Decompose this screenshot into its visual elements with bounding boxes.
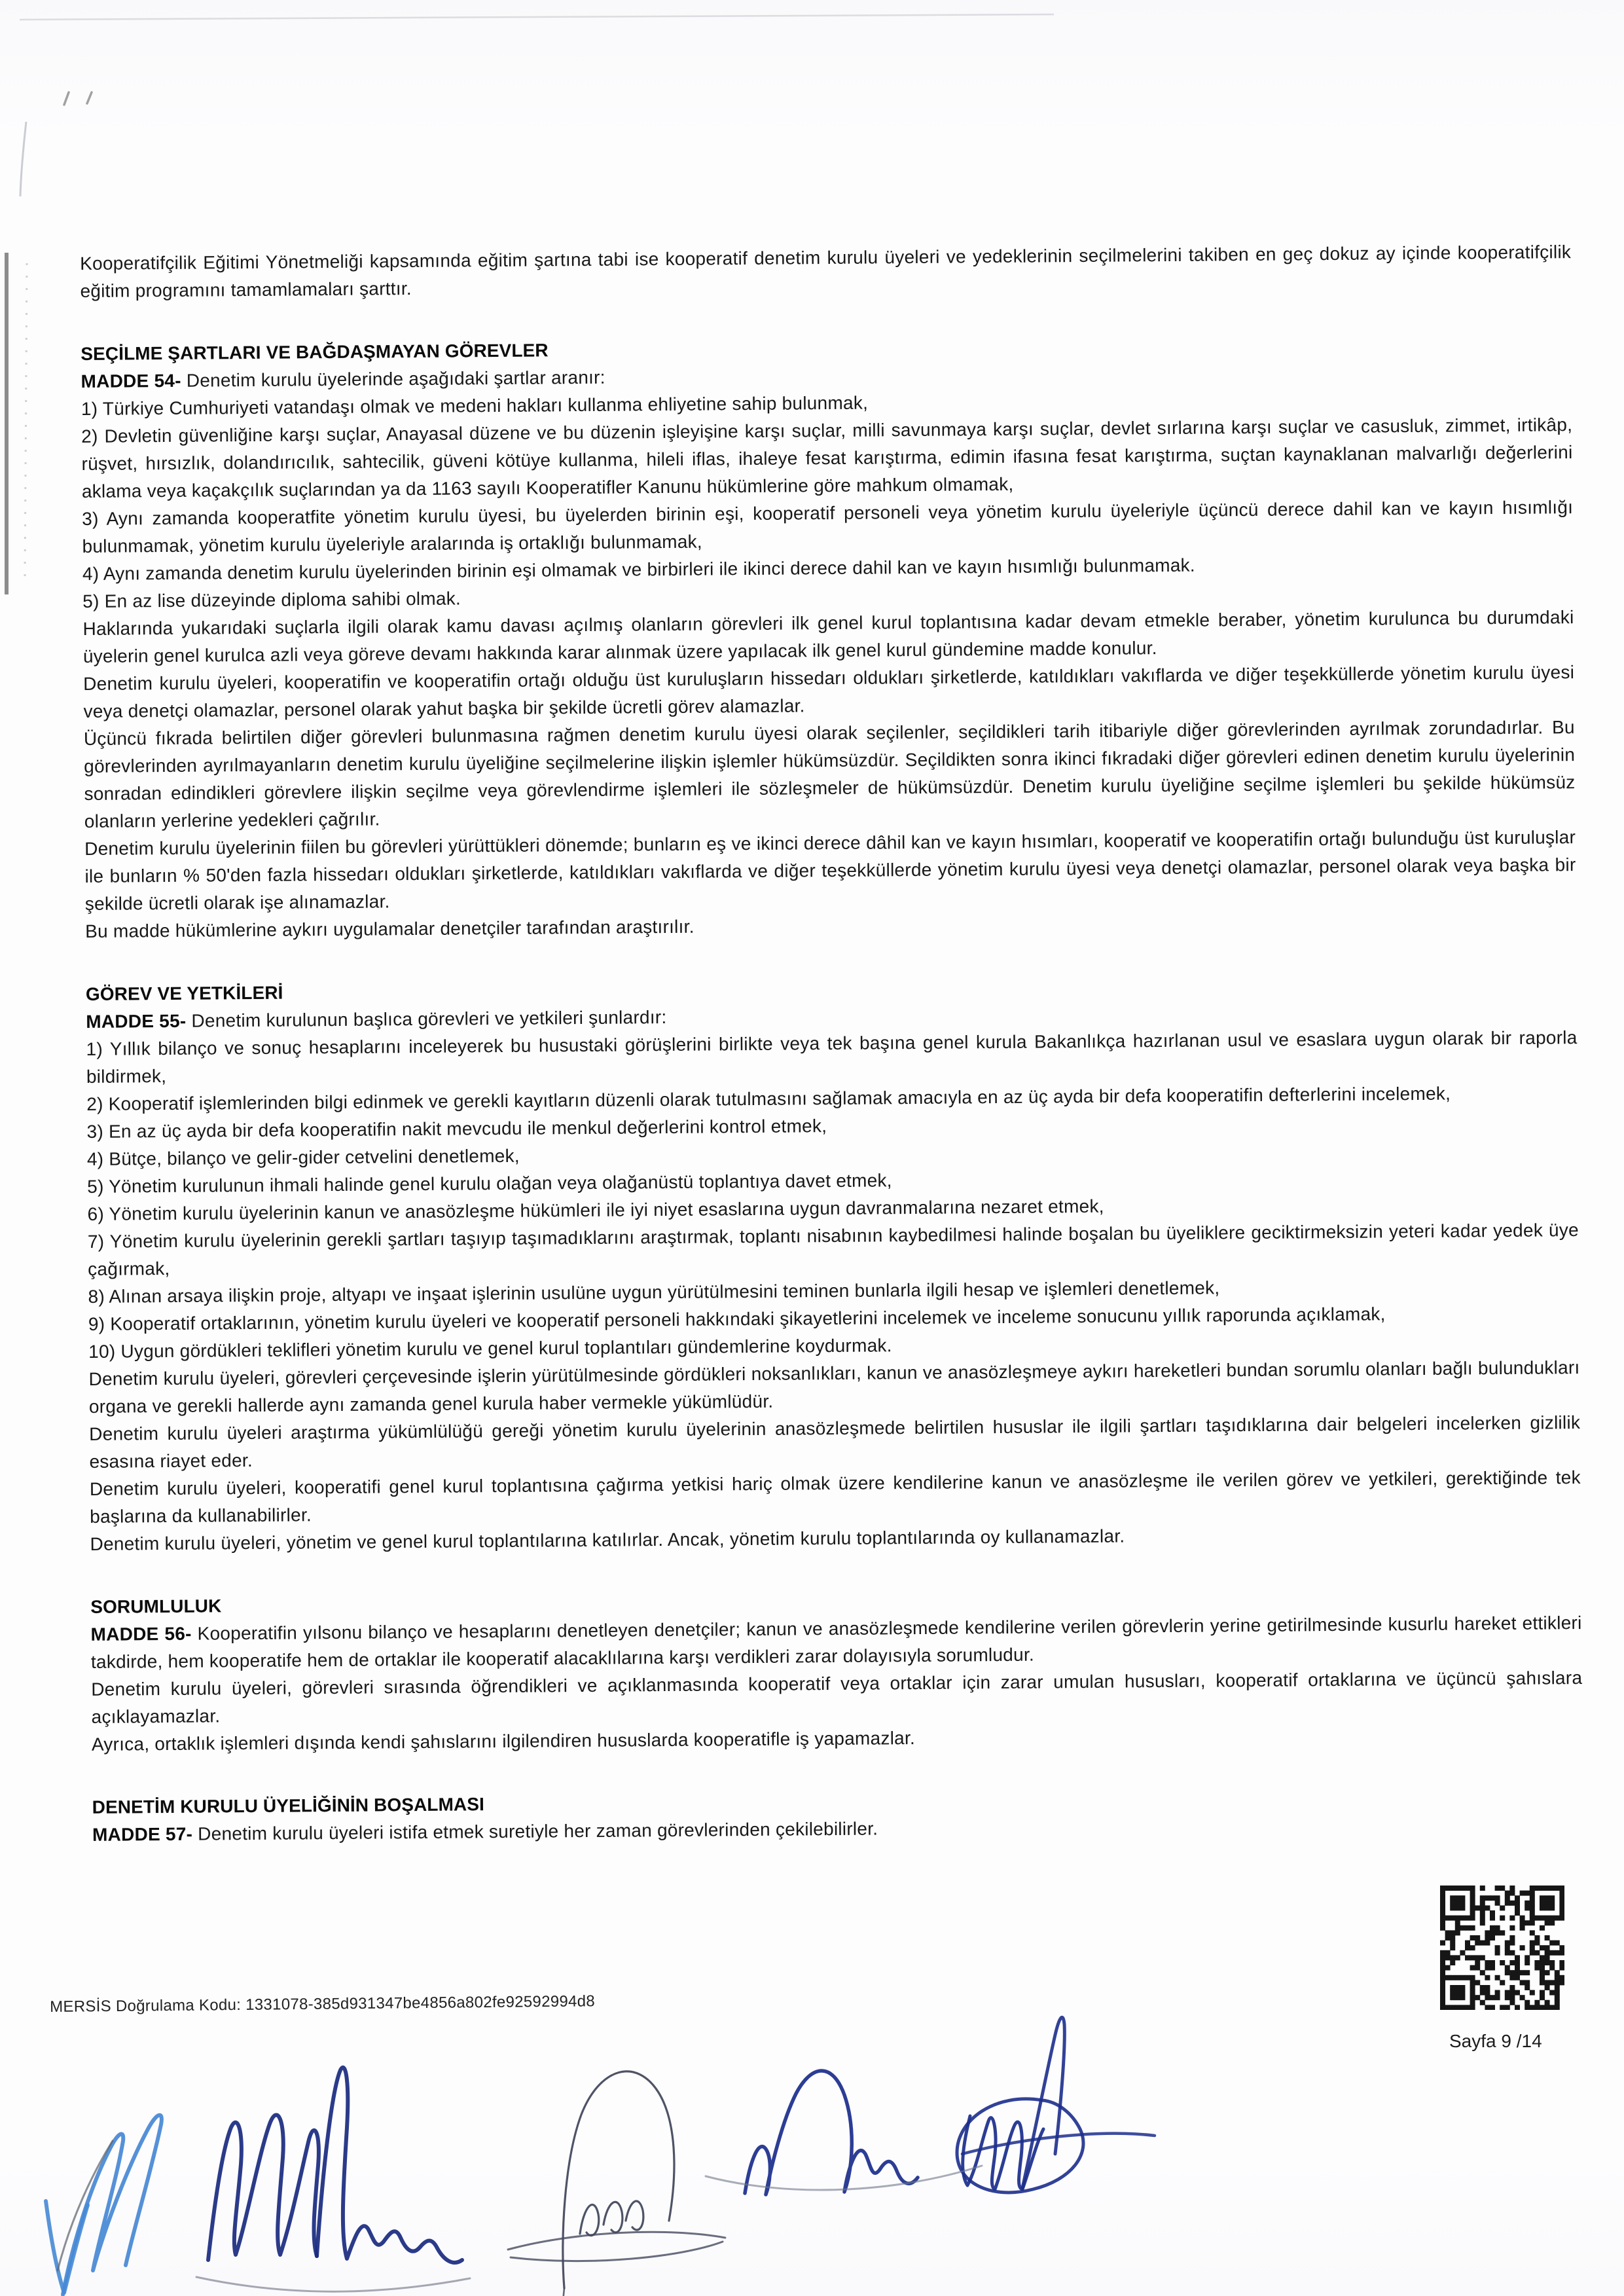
section-heading: SEÇİLME ŞARTLARI VE BAĞDAŞMAYAN GÖREVLER <box>81 340 549 364</box>
paragraph: Denetim kurulu üyeleri, görevleri çerçevesinde işlerin yürütülmesinde gördükleri noksanlıkları, kanun ve anasözleşmeye aykırı hareketleri bundan sorumlu olanları bağlı bulundukları organa ve gerekli hallerde aynı zamanda genel kurula haber vermekle yükümlüdür. <box>88 1357 1580 1417</box>
madde-paragraph: MADDE 57- Denetim kurulu üyeleri istifa etmek suretiyle her zaman görevlerinden çekilebilirler. <box>92 1818 878 1845</box>
madde-paragraph: MADDE 56- Kooperatifin yılsonu bilanço ve hesaplarını denetleyen denetçiler; kanun ve anasözleşmede kendilerine verilen görevlerin yerine getirilmesinde kusurlu hareket ettikleri takdirde, hem kooperatife hem de ortaklar ile kooperatif alacaklılarına karşı verdikleri zarar dolayısıyla sorumludur. <box>90 1613 1582 1672</box>
paragraph: Denetim kurulu üyeleri, kooperatifin ve kooperatifin ortağı olduğu üst kuruluşların hissedarı oldukları şirketlerde, katıldıkları vakıflarda ve diğer teşekküllerde yönetim kurulu üyesi veya denetçi olamazlar, personel olarak yahut başka bir şekilde ücretli görev alamazlar. <box>83 662 1575 721</box>
paragraph: Bu madde hükümlerine aykırı uygulamalar denetçiler tarafından araştırılır. <box>85 916 695 941</box>
section-heading: DENETİM KURULU ÜYELİĞİNİN BOŞALMASI <box>92 1794 485 1817</box>
paragraph: 4) Bütçe, bilanço ve gelir-gider cetvelini denetlemek, <box>86 1145 520 1169</box>
madde-label: MADDE 57- <box>92 1823 198 1845</box>
section-heading: GÖREV VE YETKİLERİ <box>85 982 283 1004</box>
paragraph: Denetim kurulu üyeleri, kooperatifi genel kurul toplantısına çağırma yetkisi hariç olmak üzere kendilerine kanun ve anasözleşme ile verilen görev ve yetkileri, gerektiğinde tek başlarına da kullanabilirler. <box>89 1467 1581 1527</box>
document-body <box>80 238 1583 1849</box>
paragraph: Haklarında yukarıdaki suçlarla ilgili olarak kamu davası açılmış olanların görevleri ilk genel kurul toplantısına kadar devam etmekle beraber, yönetim kurulunca bu durumdaki üyelerin genel kurulca azli veya göreve devamı hakkında karar alınmak üzere yapılacak ilk genel kurul gündemine madde konulur. <box>82 607 1574 666</box>
paragraph: 2) Kooperatif işlemlerinden bilgi edinmek ve gerekli kayıtların düzenli olarak tutulmasını sağlamak amacıyla en az üç ayda bir defa kooperatifin defterlerini incelemek, <box>86 1083 1451 1114</box>
paragraph: 3) En az üç ayda bir defa kooperatifin nakit mevcudu ile menkul değerlerini kontrol etmek, <box>86 1116 827 1142</box>
madde-paragraph: MADDE 54- Denetim kurulu üyelerinde aşağıdaki şartlar aranır: <box>81 367 605 392</box>
signature-2 <box>196 2068 470 2291</box>
paragraph: Kooperatifçilik Eğitimi Yönetmeliği kapsamında eğitim şartına tabi ise kooperatif denetim kurulu üyeleri ve yedeklerinin seçilmelerini takiben en geç dokuz ay içinde kooperatifçilik eğitim programını tamamlamaları şarttır. <box>80 242 1572 301</box>
signature-4 <box>706 2017 1155 2195</box>
paragraph: 5) Yönetim kurulunun ihmali halinde genel kurulu olağan veya olağanüstü toplantıya davet etmek, <box>87 1170 892 1197</box>
paragraph: 1) Türkiye Cumhuriyeti vatandaşı olmak ve medeni hakları kullanma ehliyetine sahip bulunmak, <box>81 392 869 419</box>
madde-paragraph: MADDE 55- Denetim kurulunun başlıca görevleri ve yetkileri şunlardır: <box>86 1006 667 1032</box>
qr-code <box>1440 1886 1564 2010</box>
signature-1 <box>46 2115 162 2295</box>
paragraph: Üçüncü fıkrada belirtilen diğer görevleri bulunmasına rağmen denetim kurulu üyesi olarak seçilenler, seçildikleri tarih itibariyle diğer görevlerinden ayrılmak zorundadırlar. Bu görevlerinden ayrılmayanların denetim kurulu üyeliğine seçilmelerine ilişkin işlemler hükümsüzdür. Seçildikten sonra ikinci fıkradaki diğer görevleri edinen denetim kurulu üyelerinin sonradan edindikleri görevlere ilişkin seçilme veya görevlendirme işlemleri ile sözleşmeler de hükümsüzdür. Denetim kurulu üyeliğine seçilme işlemleri bu şekilde hükümsüz olanların yerlerine yedekleri çağrılır. <box>83 717 1576 831</box>
scan-edge-line <box>5 253 9 594</box>
madde-label: MADDE 56- <box>90 1623 198 1645</box>
page-number: Sayfa 9 /14 <box>1449 2031 1542 2051</box>
paragraph: Denetim kurulu üyeleri, yönetim ve genel kurul toplantılarına katılırlar. Ancak, yönetim kurulu toplantılarında oy kullanamazlar. <box>90 1525 1125 1554</box>
paragraph: Denetim kurulu üyeleri araştırma yükümlülüğü gereği yönetim kurulu üyelerinin anasözleşmede belirtilen hususlar ile ilgili şartları taşıdıklarına dair belgeleri incelerken gizlilik esasına riayet eder. <box>89 1412 1581 1472</box>
qr-code-image <box>1440 1886 1564 2010</box>
paragraph: 8) Alınan arsaya ilişkin proje, altyapı ve inşaat işlerinin usulüne uygun yürütülmesini teminen bunlarla ilgili hesap ve işlemleri denetlemek, <box>88 1277 1220 1307</box>
mersis-verification-code: MERSİS Doğrulama Kodu: 1331078-385d931347be4856a802fe92592994d8 <box>50 1992 596 2016</box>
section-heading: SORUMLULUK <box>90 1595 222 1617</box>
paragraph: 10) Uygun gördükleri teklifleri yönetim kurulu ve genel kurul toplantıları gündemlerine koydurmak. <box>88 1335 892 1362</box>
paragraph: Ayrıca, ortaklık işlemleri dışında kendi şahıslarını ilgilendiren hususlarda kooperatifle iş yapamazlar. <box>91 1728 916 1755</box>
paragraph: 9) Kooperatif ortaklarının, yönetim kurulu üyeleri ve kooperatif personeli hakkındaki şikayetlerini incelemek ve inceleme sonucunu yıllık raporunda açıklamak, <box>88 1303 1386 1334</box>
signature-3 <box>508 2071 725 2296</box>
madde-label: MADDE 54- <box>81 370 187 392</box>
paragraph: 6) Yönetim kurulu üyelerinin kanun ve anasözleşme hükümleri ile iyi niyet esaslarına uygun davranmalarına nezaret etmek, <box>87 1195 1104 1224</box>
paragraph: 4) Aynı zamanda denetim kurulu üyelerinden birinin eşi olmamak ve birbirleri ile ikinci derece dahil kan ve kayın hısımlığı bulunmamak. <box>82 555 1195 584</box>
paragraph: Denetim kurulu üyelerinin fiilen bu görevleri yürüttükleri dönemde; bunların eş ve ikinci derece dâhil kan ve kayın hısımları, kooperatif ve kooperatifin ortağı bulunduğu üst kuruluşlar ile bunların % 50'den fazla hissedarı oldukları şirketlerde, katıldıkları vakıflarda ve diğer teşekküllerde yönetim kurulu üyesi veya denetçi olamazlar, personel olarak veya başka bir şekilde ücretli olarak işe alınamazlar. <box>84 827 1576 914</box>
paragraph: 5) En az lise düzeyinde diploma sahibi olmak. <box>82 588 461 611</box>
paragraph: 7) Yönetim kurulu üyelerinin gerekli şartları taşıyıp taşımadıklarını araştırmak, toplantı nisabının kaybedilmesi halinde boşalan bu üyeliklere geciktirmeksizin yeteri kadar yedek üye çağırmak, <box>87 1220 1579 1279</box>
paragraph: Denetim kurulu üyeleri, görevleri sırasında öğrendikleri ve açıklanmasında kooperatif veya ortaklar için zarar umulan hususları, kooperatif ortaklarına ve üçüncü şahıslara açıklayamazlar. <box>91 1667 1583 1727</box>
paragraph: 2) Devletin güvenliğine karşı suçlar, Anayasal düzene ve bu düzenin işleyişine karşı suçlar, milli savunmaya karşı suçlar, devlet sırlarına karşı suçlar ve casusluk, zimmet, irtikâp, rüşvet, hırsızlık, dolandırıcılık, sahtecilik, güveni kötüye kullanma, hileli iflas, ihaleye fesat karıştırma, edimin ifasına fesat karıştırma, suçtan kaynaklanan malvarlığı değerlerini aklama veya kaçakçılık suçlarından ya da 1163 sayılı Kooperatifler Kanunu hükümlerine göre mahkum olmamak, <box>81 414 1573 501</box>
paragraph: 1) Yıllık bilanço ve sonuç hesaplarını inceleyerek bu husustaki görüşlerini birlikte veya tek başına genel kurula Bakanlıkça hazırlanan usul ve esaslara uygun olarak bir raporla bildirmek, <box>86 1027 1578 1087</box>
madde-label: MADDE 55- <box>86 1010 192 1032</box>
paragraph: 3) Aynı zamanda kooperatfite yönetim kurulu üyesi, bu üyelerden birinin eşi, kooperatif personeli veya yönetim kurulu üyeleriyle üçüncü derece dahil kan ve kayın hısımlığı bulunmamak, yönetim kurulu üyeleriyle aralarında iş ortaklığı bulunmamak, <box>82 497 1574 556</box>
